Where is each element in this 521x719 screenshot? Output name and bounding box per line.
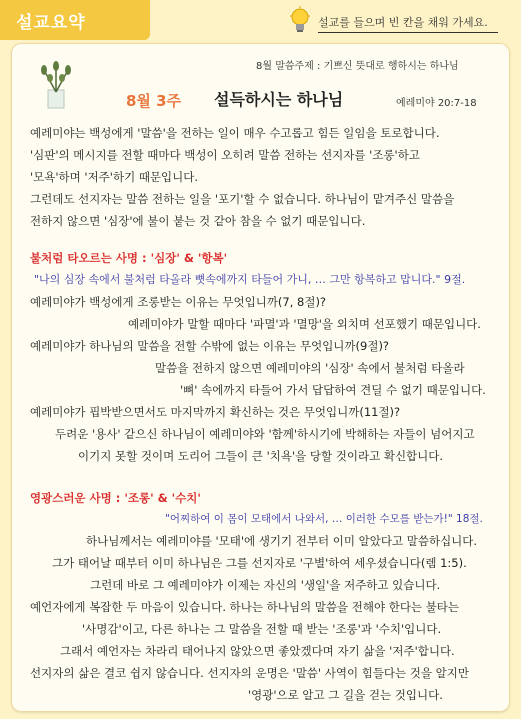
intro-line: 전하지 않으면 '심장'에 불이 붙는 것 같아 참을 수 없기 때문입니다. — [30, 214, 366, 228]
intro-line: '모욕'하며 '저주'하기 때문입니다. — [30, 170, 199, 184]
scripture-quote: "어찌하여 이 몸이 모태에서 나와서, … 이러한 수모를 받는가!" 18절. — [165, 513, 483, 525]
lightbulb-icon — [289, 6, 311, 36]
section-heading: 영광스러운 사명 : '조롱' & '수치' — [30, 491, 201, 505]
tagline: 설교를 들으며 빈 칸을 채워 가세요. — [318, 16, 488, 29]
intro-line: 예레미야는 백성에게 '말씀'을 전하는 일이 매우 수고롭고 힘든 일임을 토로합니다. — [30, 126, 440, 140]
scripture-reference: 예레미야 20:7-18 — [396, 98, 477, 109]
intro-line: '심판'의 메시지를 전할 때마다 백성이 오히려 말씀 전하는 선지자를 '조롱'하고 — [30, 148, 420, 162]
body-line: 그가 태어날 때부터 이미 하나님은 그를 선지자로 '구별'하여 세우셨습니다(렘 1:5). — [52, 556, 467, 570]
scripture-quote: "나의 심장 속에서 불처럼 타올라 뼛속에까지 타들어 가니, … 그만 항복하고 맙니다." 9절. — [34, 273, 466, 286]
body-line: 선지자의 삶은 결코 쉽지 않습니다. 선지자의 운명은 '말씀' 사역이 힘들다는 것을 알지만 — [30, 666, 469, 680]
answer-line: 두려운 '용사' 같으신 하나님이 예레미야와 '함께'하시기에 박해하는 자들이 넘어지고 — [55, 427, 475, 441]
answer-line: 예레미야가 말할 때마다 '파멸'과 '멸망'을 외치며 선포했기 때문입니다. — [128, 317, 481, 331]
answer-line: 이기지 못할 것이며 도리어 그들이 큰 '치욕'을 당할 것이라고 확신합니다. — [78, 449, 444, 463]
question-line: 예레미야가 백성에게 조롱받는 이유는 무엇입니까(7, 8절)? — [30, 295, 327, 309]
body-line: 그런데 바로 그 예레미야가 이제는 자신의 '생일'을 저주하고 있습니다. — [90, 578, 441, 592]
question-line: 예레미야가 하나님의 말씀을 전할 수밖에 없는 이유는 무엇입니까(9절)? — [30, 339, 390, 353]
header — [0, 0, 521, 40]
body-line: 예언자에게 복잡한 두 마음이 있습니다. 하나는 하나님의 말씀을 전해야 한다는 불타는 — [30, 600, 460, 614]
tagline-underline — [318, 32, 498, 33]
body-line: '영광'으로 알고 그 길을 걷는 것입니다. — [248, 688, 443, 702]
question-line: 예레미야가 핍박받으면서도 마지막까지 확신하는 것은 무엇입니까(11절)? — [30, 405, 401, 419]
section-heading: 불처럼 타오르는 사명 : '심장' & '항복' — [30, 251, 228, 265]
answer-line: '뼈' 속에까지 타들어 가서 답답하여 견딜 수 없기 때문입니다. — [180, 383, 486, 397]
answer-line: 말씀을 전하지 않으면 예레미야의 '심장' 속에서 불처럼 타올라 — [155, 361, 465, 375]
body-line: 그래서 예언자는 차라리 태어나지 않았으면 좋았겠다며 자기 삶을 '저주'합니다. — [60, 644, 455, 658]
body-line: 하나님께서는 예레미야를 '모태'에 생기기 전부터 이미 알았다고 말씀하십니다. — [86, 534, 478, 548]
plant-icon — [34, 60, 78, 110]
intro-line: 그런데도 선지자는 말씀 전하는 일을 '포기'할 수 없습니다. 하나님이 맡겨주신 말씀을 — [30, 192, 455, 206]
monthly-topic: 8월 말씀주제 : 기쁘신 뜻대로 행하시는 하나님 — [256, 61, 459, 72]
sermon-title: 설득하시는 하나님 — [214, 90, 344, 109]
section-tab — [0, 0, 150, 40]
tab-title: 설교요약 — [16, 13, 86, 33]
body-line: '사명감'이고, 다른 하나는 그 말씀을 전할 때 받는 '조롱'과 '수치'입니다. — [82, 622, 442, 636]
week-label: 8월 3주 — [126, 92, 182, 110]
